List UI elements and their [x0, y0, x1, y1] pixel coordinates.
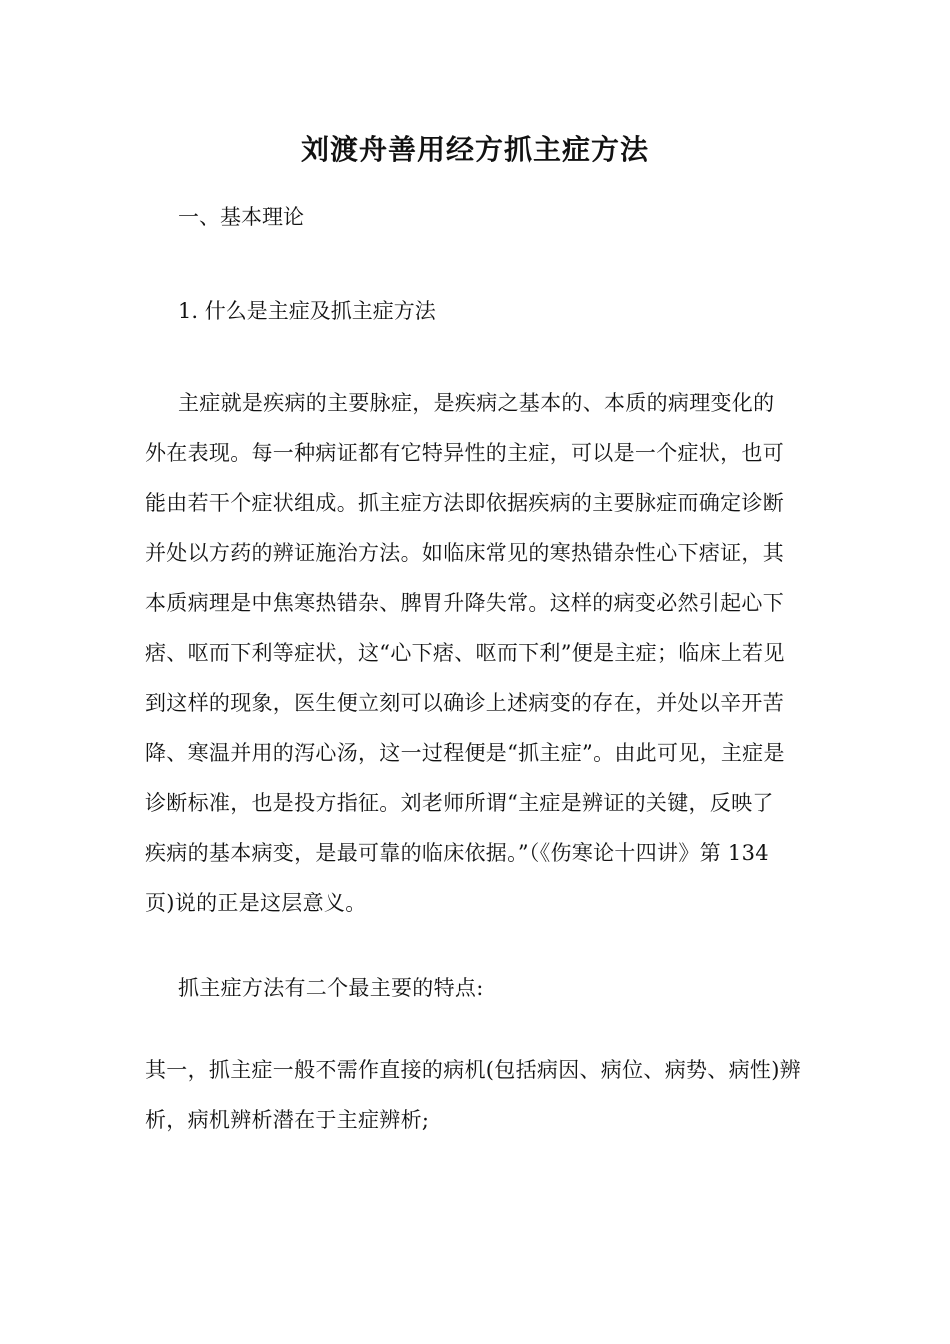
paragraph-feature-one — [145, 1045, 825, 1145]
paragraph-line: 到这样的现象，医生便立刻可以确诊上述病变的存在，并处以辛开苦 — [145, 691, 784, 715]
paragraph-line: 疾病的基本病变，是最可靠的临床依据。”（《伤寒论十四讲》第 134 — [145, 841, 769, 865]
paragraph-line: 页)说的正是这层意义。 — [145, 891, 367, 915]
subsection-heading: 1. 什么是主症及抓主症方法 — [178, 299, 436, 323]
paragraph-main-symptom-definition — [145, 378, 825, 928]
paragraph-line: 诊断标准，也是投方指征。刘老师所谓“主症是辨证的关键，反映了 — [145, 791, 774, 815]
paragraph-line: 外在表现。每一种病证都有它特异性的主症，可以是一个症状，也可 — [145, 441, 784, 465]
paragraph-features-intro — [145, 963, 825, 1013]
section-heading: 一、基本理论 — [178, 205, 304, 229]
paragraph-line: 降、寒温并用的泻心汤，这一过程便是“抓主症”。由此可见，主症是 — [145, 741, 785, 765]
document-title: 刘渡舟善用经方抓主症方法 — [300, 133, 649, 166]
paragraph-line: 其一，抓主症一般不需作直接的病机(包括病因、病位、病势、病性)辨 — [145, 1058, 801, 1082]
paragraph-line: 本质病理是中焦寒热错杂、脾胃升降失常。这样的病变必然引起心下 — [145, 591, 784, 615]
paragraph-line: 并处以方药的辨证施治方法。如临床常见的寒热错杂性心下痞证，其 — [145, 541, 784, 565]
paragraph-line: 痞、呕而下利等症状，这“心下痞、呕而下利”便是主症；临床上若见 — [145, 641, 785, 665]
paragraph-line: 能由若干个症状组成。抓主症方法即依据疾病的主要脉症而确定诊断 — [145, 491, 784, 515]
paragraph-line: 析，病机辨析潜在于主症辨析; — [145, 1108, 430, 1132]
paragraph-line: 抓主症方法有二个最主要的特点: — [178, 976, 484, 1000]
paragraph-line: 主症就是疾病的主要脉症，是疾病之基本的、本质的病理变化的 — [178, 391, 775, 415]
